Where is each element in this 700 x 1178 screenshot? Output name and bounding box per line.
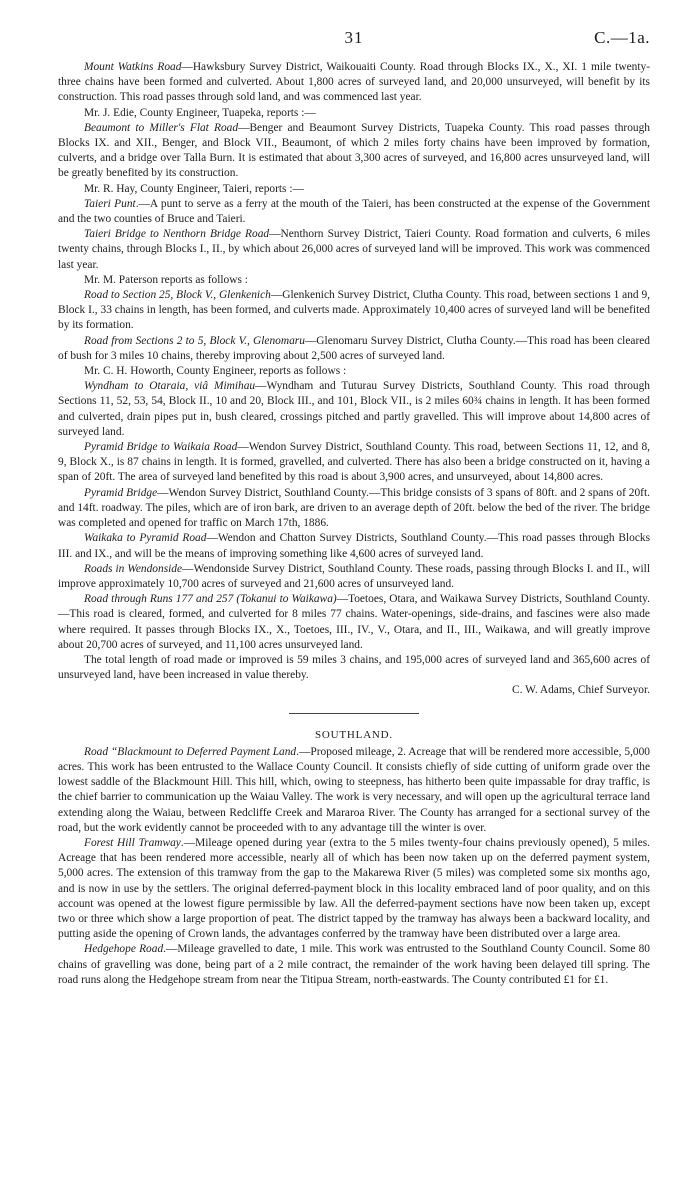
southland-body xyxy=(58,745,650,988)
paragraph: Road from Sections 2 to 5, Block V., Glenomaru—Glenomaru Survey District, Clutha County.—This road has been cleared of bush for 3 miles 10 chains, thereby improving about 2,500 acres of surveyed land. xyxy=(58,334,650,362)
signature: C. W. Adams, Chief Surveyor. xyxy=(512,684,650,697)
paragraph: Roads in Wendonside—Wendonside Survey District, Southland County. These roads, passing through Blocks I. and II., will improve approximately 10,700 acres of surveyed and 21,600 acres of unsurveyed land. xyxy=(58,562,650,590)
page-number: 31 xyxy=(344,28,364,47)
paragraph: Hedgehope Road.—Mileage gravelled to date, 1 mile. This work was entrusted to the Southland County Council. Some 80 chains of gravelling was done, being part of a 2 mile contract, the remainder of the work having been delayed till spring. The road runs along the Hedgehope stream from near the Titipua Stream, north-eastwards. The County contributed £1 for £1. xyxy=(58,943,651,986)
paragraph: Pyramid Bridge to Waikaia Road—Wendon Survey District, Southland County. This road, between Sections 11, 12, and 8, 9, Block X., is 87 chains in length. It is formed, gravelled, and culverted. There has also been a bridge constructed on it, having a span of 20ft. The area of surveyed land benefited by this road is about 3,900 acres, and unsurveyed, about 14,800 acres. xyxy=(58,441,651,484)
paragraph: Forest Hill Tramway.—Mileage opened during year (extra to the 5 miles twenty-four chains previously opened), 5 miles. Acreage that has been rendered more accessible, nearly all of which has been now taken up on the deferred payment system, 5,000 acres. The extension of this tramway from the gap to the Makarewa River (5 miles) was completed some six months ago, and is now in use by the settlers. The original deferred-payment block in this locality embraced land of poor quality, and on this account was opened at the lowest figure permissible by law. All the deferred-payment sections have now been taken up, except two or three which show a large proportion of peat. The district tapped by the tramway has always been a backward locality, and putting aside the opening of Crown lands, the advantages conferred by the tramway have been distributed over a large area. xyxy=(58,836,651,941)
paragraph: Pyramid Bridge—Wendon Survey District, Southland County.—This bridge consists of 3 spans of 80ft. and 2 spans of 20ft. and 14ft. roadway. The piles, which are of iron bark, are driven to an average depth of 20ft. below the bed of the river. The bridge was completed and opened for traffic on March 17th, 1886. xyxy=(58,486,650,530)
paragraph: Waikaka to Pyramid Road—Wendon and Chatton Survey Districts, Southland County.—This road passes through Blocks III. and IX., and will be the means of improving something like 4,600 acres of surveyed land. xyxy=(58,532,651,560)
report-body xyxy=(58,60,650,699)
document-reference: C.—1a. xyxy=(594,28,650,47)
paragraph: Taieri Bridge to Nenthorn Bridge Road—Nenthorn Survey District, Taieri County. Road formation and culverts, 6 miles twenty chains, through Blocks I., II., by which about 26,000 acres of surveyed land will be improved. This work was commenced last year. xyxy=(58,228,651,271)
paragraph: Road “Blackmount to Deferred Payment Land.—Proposed mileage, 2. Acreage that will be rendered more accessible, 5,000 acres. This work has been entrusted to the Wallace County Council. It consists chiefly of side cutting of uniform grade over the lowest saddle of the Blackmount Hill. This hill, which, owing to steepness, has hitherto been quite impassable for dray traffic, is the chief barrier to communication up the Waiau Valley. The work is very necessary, and will open up the agricultural terrace land extending along the Waiau, between Redcliffe Creek and Mararoa River. The County has arranged for a sectional survey of the road, but the work evidently cannot be proceeded with to any advantage till the winter is over. xyxy=(58,745,650,834)
paragraph: Wyndham to Otaraia, viâ Mimihau—Wyndham and Tuturau Survey Districts, Southland County. This road through Sections 11, 52, 53, 54, Block II., 10 and 20, Block III., and 101, Block VII., is 2 miles 60¾ chains in length. It has been formed and culverted, drain pipes put in, bush cleared, crossings pitched and partly gravelled. This will improve about 14,800 acres of surveyed land. xyxy=(58,380,650,438)
section-heading: SOUTHLAND. xyxy=(315,728,393,741)
paragraph: Taieri Punt.—A punt to serve as a ferry at the mouth of the Taieri, has been constructed at the expense of the Government and the two counties of Bruce and Taieri. xyxy=(58,197,650,226)
page-header xyxy=(58,30,650,60)
paragraph: The total length of road made or improved is 59 miles 3 chains, and 195,000 acres of surveyed land and 365,600 acres of unsurveyed land, have been increased in value thereby. xyxy=(58,653,650,682)
section-divider xyxy=(289,713,419,714)
paragraph: Mr. M. Paterson reports as follows : xyxy=(84,273,248,286)
paragraph: Mount Watkins Road—Hawksbury Survey District, Waikouaiti County. Road through Blocks IX., X., XI. 1 mile twenty-three chains have been formed and culverted. About 1,800 acres of surveyed land, and 20,000 unsurveyed, will benefit by its construction. This road passes through sold land, and was commenced last year. xyxy=(58,61,650,104)
paragraph: Beaumont to Miller's Flat Road—Benger and Beaumont Survey Districts, Tuapeka County. This road passes through Blocks IX. and XII., Benger, and Block VII., Beaumont, of which 2 miles forty chains have been improved by formation, culverts, and a bridge over Talla Burn. It is estimated that about 3,300 acres of surveyed, and 16,800 acres unsurveyed land, will be greatly benefited by its construction. xyxy=(58,121,650,180)
paragraph: Road to Section 25, Block V., Glenkenich—Glenkenich Survey District, Clutha County. This road, between sections 1 and 9, Block I., 33 chains in length, has been formed, and culverts made. Approximately 10,400 acres of surveyed land will be benefited by its formation. xyxy=(58,289,650,332)
paragraph: Mr. J. Edie, County Engineer, Tuapeka, reports :— xyxy=(84,106,316,119)
paragraph: Mr. C. H. Howorth, County Engineer, reports as follows : xyxy=(84,365,347,378)
paragraph: Road through Runs 177 and 257 (Tokanui to Waikawa)—Toetoes, Otara, and Waikawa Survey Districts, Southland County.—This road is cleared, formed, and culverted for 8 miles 77 chains. Water-openings, side-drains, and fascines were also made where required. It passes through Blocks IX., X., Toetoes, III., IV., V., Otara, and II., III., Waikawa, and will greatly improve about 20,700 acres of surveyed, and 11,100 acres unsurveyed land. xyxy=(58,593,650,651)
paragraph: Mr. R. Hay, County Engineer, Taieri, reports :— xyxy=(84,182,304,195)
